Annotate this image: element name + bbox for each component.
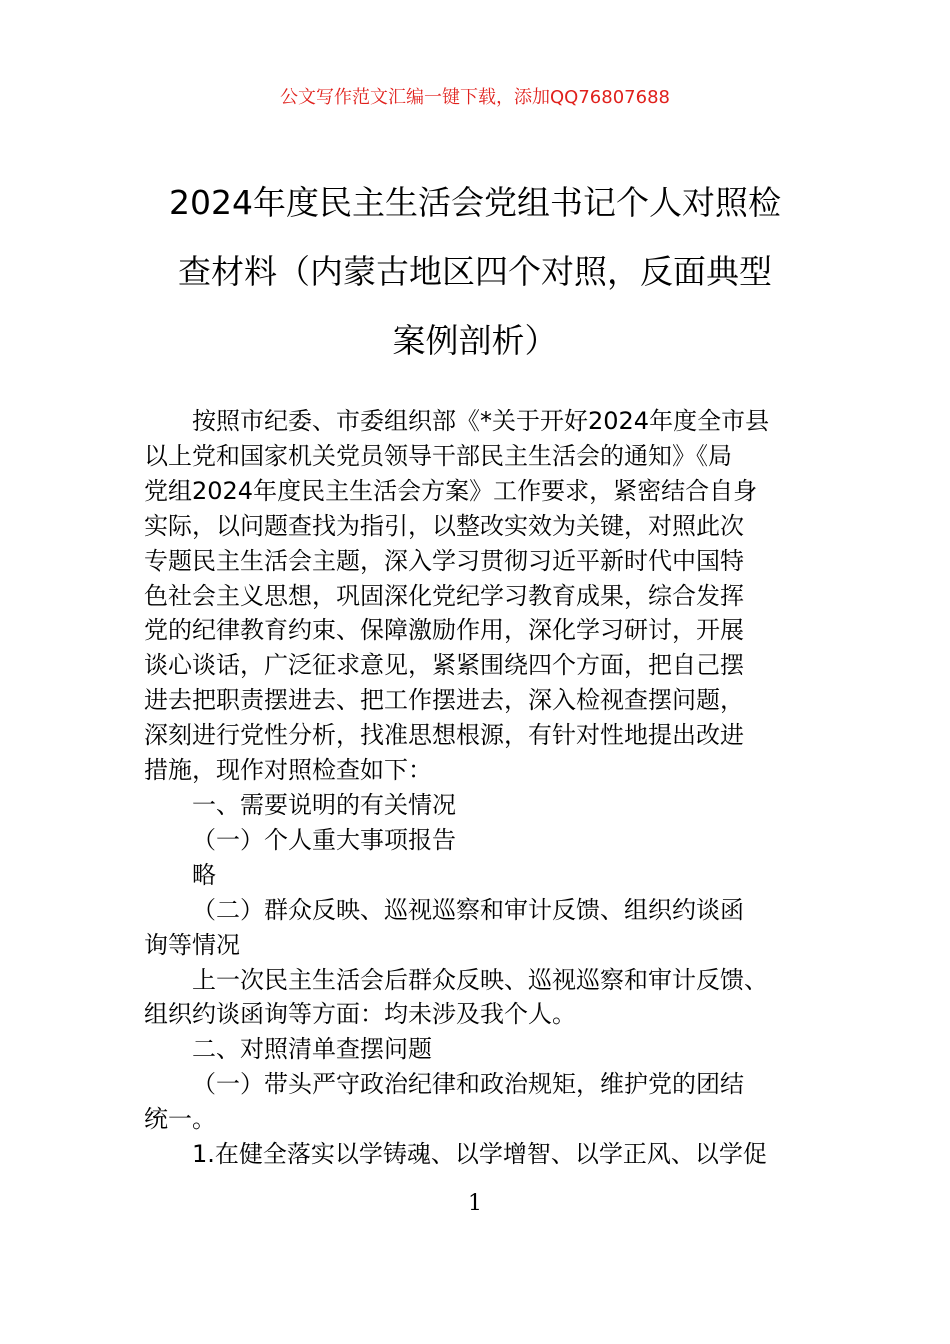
body-line: 谈心谈话，广泛征求意见，紧紧围绕四个方面，把自己摆 [144,651,744,680]
subsection-heading: （二）群众反映、巡视巡察和审计反馈、组织约谈函 [192,895,744,924]
subsection-heading: （一）带头严守政治纪律和政治规矩，维护党的团结 [192,1070,744,1099]
body-line: 询等情况 [144,930,240,959]
download-promo-note: 公文写作范文汇编一键下载，添加QQ76807688 [280,87,670,108]
title-line-2: 查材料（内蒙古地区四个对照，反面典型 [178,252,772,291]
section-heading-1: 一、需要说明的有关情况 [192,790,456,819]
page-number: 1 [468,1191,482,1216]
numbered-item: 1.在健全落实以学铸魂、以学增智、以学正风、以学促 [192,1140,767,1169]
document-title [100,168,850,375]
body-line: 实际，以问题查找为指引，以整改实效为关键，对照此次 [144,511,744,540]
title-line-3: 案例剖析） [392,321,558,360]
body-line: 进去把职责摆进去、把工作摆进去，深入检视查摆问题， [144,686,744,715]
body-line: 略 [192,860,216,889]
subsection-heading: （一）个人重大事项报告 [192,825,456,854]
body-line: 色社会主义思想，巩固深化党纪学习教育成果，综合发挥 [144,581,744,610]
body-line: 按照市纪委、市委组织部《*关于开好2024年度全市县 [192,407,770,435]
body-line: 党组2024年度民主生活会方案》工作要求，紧密结合自身 [144,476,758,505]
title-line-1: 2024年度民主生活会党组书记个人对照检 [169,183,781,222]
body-line: 专题民主生活会主题，深入学习贯彻习近平新时代中国特 [144,546,744,575]
section-heading-2: 二、对照清单查摆问题 [192,1035,432,1064]
body-line: 组织约谈函询等方面：均未涉及我个人。 [144,1000,576,1029]
body-line: 党的纪律教育约束、保障激励作用，深化学习研讨，开展 [144,616,744,645]
body-line: 上一次民主生活会后群众反映、巡视巡察和审计反馈、 [192,965,768,994]
document-body [144,404,824,1172]
body-line: 统一。 [144,1105,216,1134]
body-line: 深刻进行党性分析，找准思想根源，有针对性地提出改进 [144,721,744,750]
body-line: 以上党和国家机关党员领导干部民主生活会的通知》《局 [144,441,732,470]
body-line: 措施，现作对照检查如下： [144,756,432,785]
